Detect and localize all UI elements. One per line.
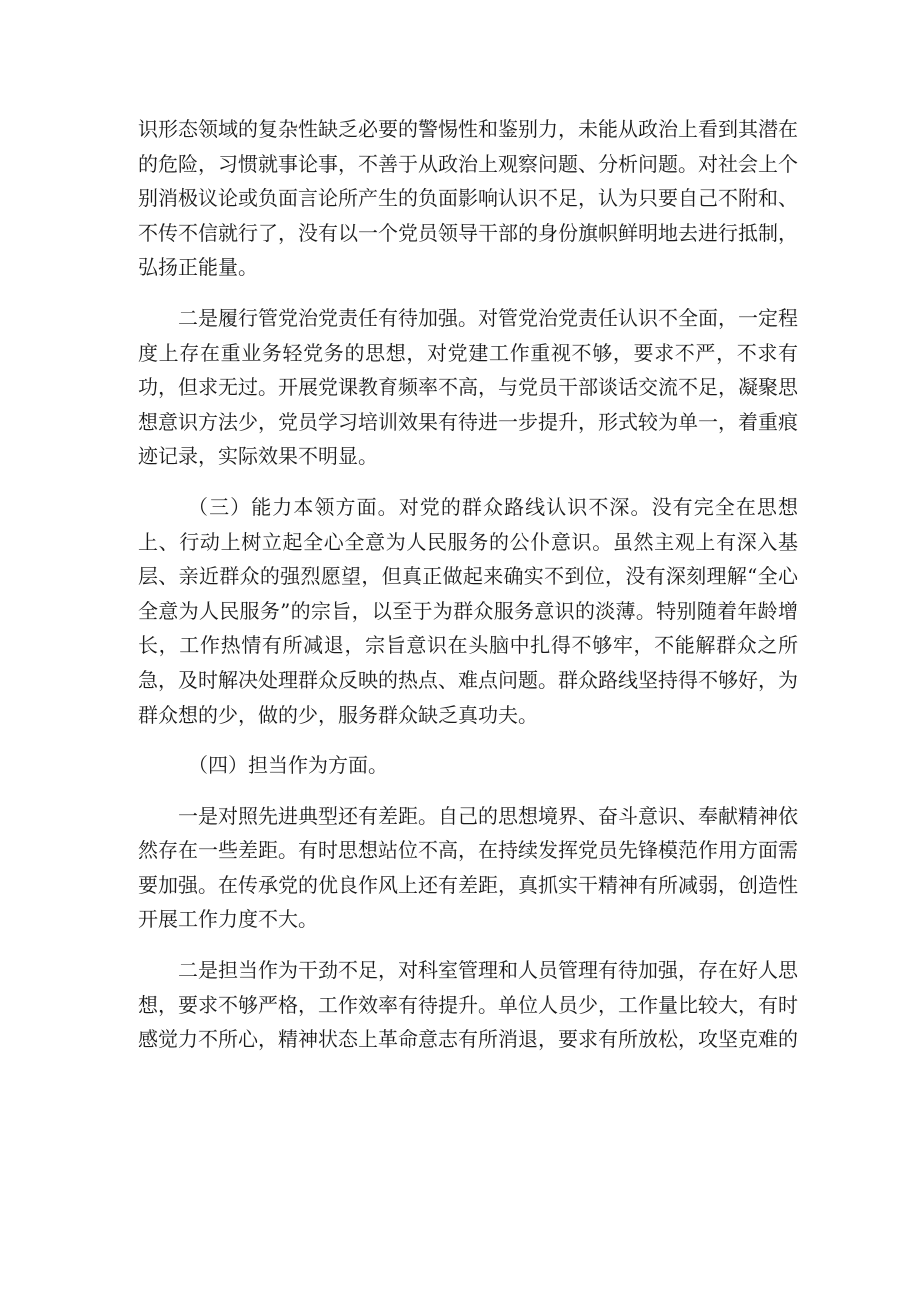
paragraph-ability-section: （三）能力本领方面。对党的群众路线认识不深。没有完全在思想上、行动上树立起全心全意为人民服务的公仆意识。虽然主观上有深入基层、亲近群众的强烈愿望，但真正做起来确实不到位，没有深刻理解“全心全意为人民服务”的宗旨，以至于为群众服务意识的淡薄。特别随着年龄增长，工作热情有所减退，宗旨意识在头脑中扎得不够牢，不能解群众之所急，及时解决处理群众反映的热点、难点问题。群众路线坚持得不够好，为群众想的少，做的少，服务群众缺乏真功夫。 [138, 494, 798, 727]
paragraph-party-responsibility: 二是履行管党治党责任有待加强。对管党治党责任认识不全面，一定程度上存在重业务轻党务的思想，对党建工作重视不够，要求不严，不求有功，但求无过。开展党课教育频率不高，与党员干部谈话交流不足，凝聚思想意识方法少，党员学习培训效果有待进一步提升，形式较为单一，着重痕迹记录，实际效果不明显。 [138, 305, 798, 469]
document-body [138, 112, 798, 1057]
paragraph-advanced-models: 一是对照先进典型还有差距。自己的思想境界、奋斗意识、奉献精神依然存在一些差距。有时思想站位不高，在持续发挥党员先锋模范作用方面需要加强。在传承党的优良作风上还有差距，真抓实干精神有所减弱，创造性开展工作力度不大。 [138, 803, 798, 932]
paragraph-ideology-continuation: 识形态领域的复杂性缺乏必要的警惕性和鉴别力，未能从政治上看到其潜在的危险，习惯就事论事，不善于从政治上观察问题、分析问题。对社会上个别消极议论或负面言论所产生的负面影响认识不足，认为只要自己不附和、不传不信就行了，没有以一个党员领导干部的身份旗帜鲜明地去进行抵制，弘扬正能量。 [138, 117, 798, 280]
paragraph-work-drive: 二是担当作为干劲不足，对科室管理和人员管理有待加强，存在好人思想，要求不够严格，工作效率有待提升。单位人员少，工作量比较大，有时感觉力不所心，精神状态上革命意志有所消退，要求有所放松，攻坚克难的 [138, 958, 798, 1052]
section-heading-responsibility: （四）担当作为方面。 [188, 753, 388, 778]
